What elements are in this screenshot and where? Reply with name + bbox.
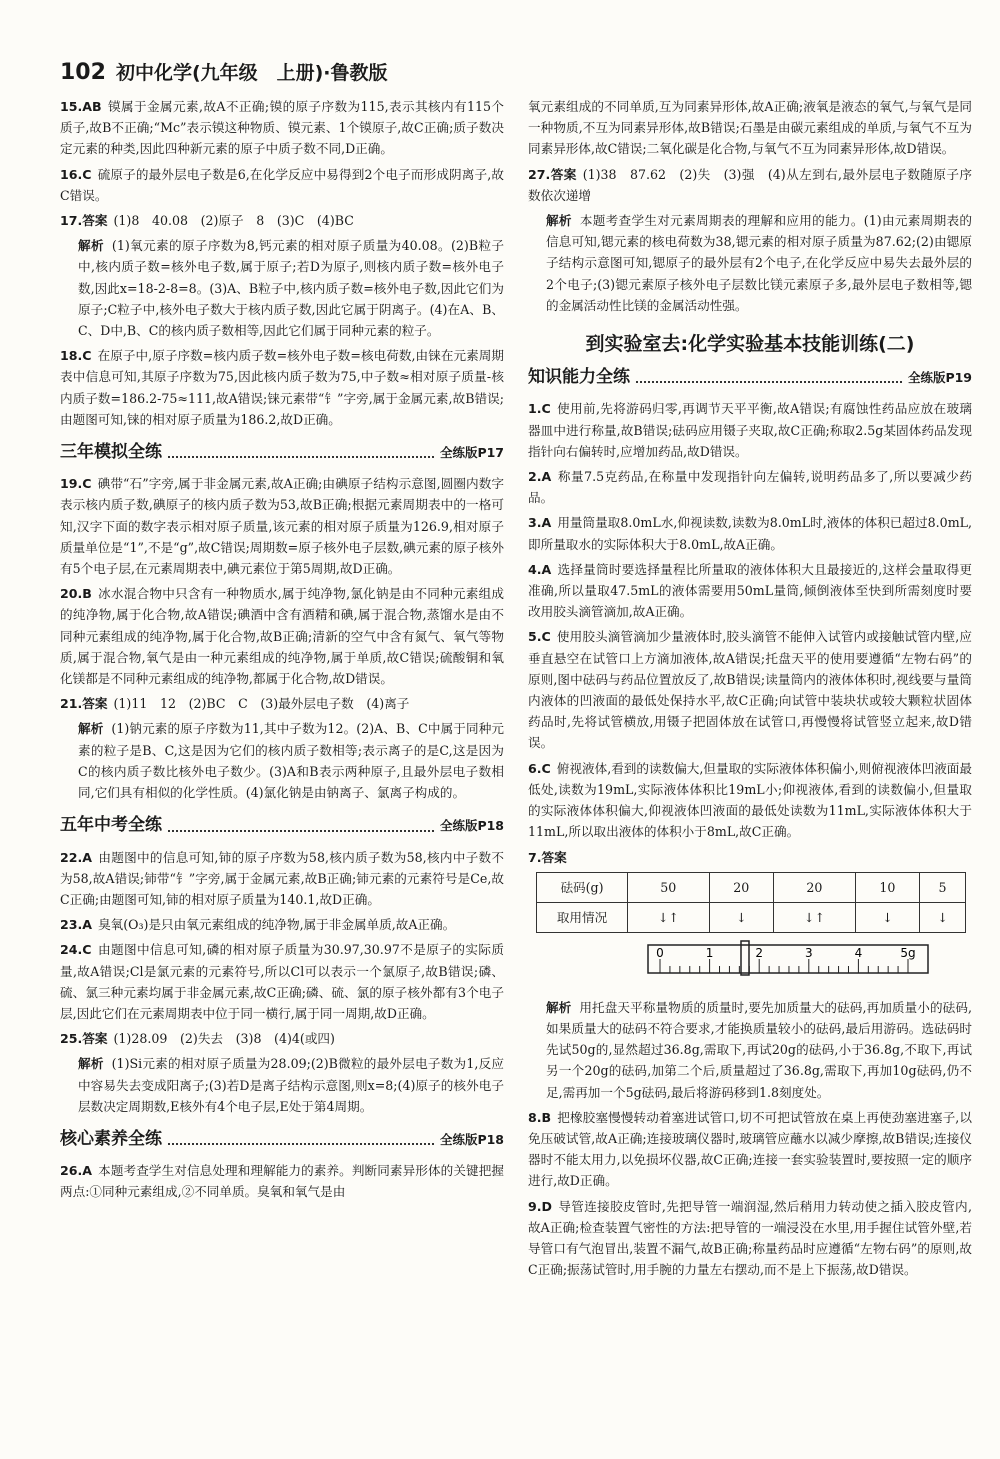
answer-text: (1)28.09 (2)失去 (3)8 (4)4(或四) bbox=[113, 1031, 335, 1047]
answer-text: 使用前,先将游码归零,再调节天平平衡,故A错误;有腐蚀性药品应放在玻璃器皿中进行称量,故B错误;砝码应用镊子夹取,故C正确;称取2.5g某固体药品发现指针向右偏转时,应增加药品,故D错误。 bbox=[528, 401, 972, 459]
section-ref: 全练版P19 bbox=[907, 370, 972, 386]
dotted-leader bbox=[168, 456, 434, 458]
usage-cell: ↓↑ bbox=[628, 902, 710, 932]
question-number: 25.答案 bbox=[60, 1031, 108, 1047]
answer-item bbox=[528, 559, 972, 623]
analysis-label: 解析 bbox=[78, 238, 104, 254]
answer-item bbox=[60, 693, 504, 714]
answer-item bbox=[528, 847, 972, 868]
analysis-block bbox=[60, 235, 504, 341]
analysis-label: 解析 bbox=[546, 999, 572, 1015]
weights-row bbox=[537, 872, 966, 902]
ruler-label: 0 bbox=[656, 945, 664, 960]
question-number: 15.AB bbox=[60, 99, 102, 114]
analysis-label: 解析 bbox=[78, 1056, 104, 1072]
answer-text: 用量筒量取8.0mL水,仰视读数,读数为8.0mL时,液体的体积已超过8.0mL,即所量取水的实际体积大于8.0mL,故A正确。 bbox=[528, 515, 972, 552]
usage-row bbox=[537, 902, 966, 932]
rider-marker bbox=[741, 941, 749, 975]
answer-text: (1)38 87.62 (2)失 (3)强 (4)从左到右,最外层电子数随原子序数依次递增 bbox=[528, 166, 972, 203]
answer-item bbox=[60, 939, 504, 1024]
answer-item bbox=[60, 583, 504, 689]
answer-item bbox=[528, 758, 972, 843]
weight-cell: 10 bbox=[855, 872, 919, 902]
question-number: 18.C bbox=[60, 348, 92, 364]
page-number: 102 bbox=[60, 60, 106, 85]
lab-section-title: 到实验室去:化学实验基本技能训练(二) bbox=[585, 333, 915, 356]
answer-item bbox=[528, 398, 972, 462]
question-number: 4.A bbox=[528, 561, 552, 577]
answer-text: 在原子中,原子序数=核内质子数=核外电子数=核电荷数,由铼在元素周期表中信息可知,其原子序数为75,因此核内质子数为75,中子数≈相对原子质量-核内质子数=186.2-75≈111,故A错误;铼元素带“钅”字旁,属于金属元素,故B错误;由题图可知,铼的相对原子质量为186.2,故D正确。 bbox=[60, 348, 504, 427]
answer-text: 用托盘天平称量物质的质量时,要先加质量大的砝码,再加质量小的砝码,如果质量大的砝码不符合要求,才能换质量较小的砝码,最后用游码。选砝码时先试50g的,显然超过36.8g,需取下,再试20g的砝码,小于36.8g,不取下,再试另一个20g的砝码,加第二个后,质量超过了36.8g,需取下,再加10g砝码,仍不足,需再加一个5g砝码,最后将游码移到1.8刻度处。 bbox=[546, 999, 973, 1100]
answer-text: 把橡胶塞慢慢转动着塞进试管口,切不可把试管放在桌上再使劲塞进塞子,以免压破试管,故A正确;连接玻璃仪器时,玻璃管应蘸水以减少摩擦,故B错误;连接仪器时不能太用力,以免损坏仪器,故C正确;连接一套实验装置时,要按照一定的顺序进行,故D正确。 bbox=[528, 1109, 972, 1189]
section-header-core-literacy bbox=[60, 1129, 504, 1150]
ruler-label: 2 bbox=[755, 945, 764, 960]
usage-cell: ↓↑ bbox=[774, 902, 856, 932]
usage-cell: ↓ bbox=[855, 902, 919, 932]
dotted-leader bbox=[636, 381, 902, 383]
answer-text: 碘带“石”字旁,属于非金属元素,故A正确;由碘原子结构示意图,圆圈内数字表示核内质子数,碘原子的核内质子数为53,故B正确;根据元素周期表中的一格可知,汉字下面的数字表示相对原子质量,该元素的相对原子质量为126.9,相对原子质量单位是“1”,不是“g”,故C错误;周期数=原子核外电子层数,碘元素的原子核外有5个电子层,在元素周期表中,碘元素位于第5周期,故D正确。 bbox=[60, 476, 504, 577]
question-number: 22.A bbox=[60, 849, 93, 865]
question-number: 17.答案 bbox=[60, 213, 108, 229]
weight-cell: 20 bbox=[709, 872, 773, 902]
weight-cell: 5 bbox=[920, 872, 966, 902]
answer-text: (1)11 12 (2)BC C (3)最外层电子数 (4)离子 bbox=[113, 696, 410, 712]
answer-item bbox=[528, 512, 972, 554]
ruler-ticks bbox=[656, 946, 915, 973]
answer-text: (1)8 40.08 (2)原子 8 (3)C (4)BC bbox=[113, 213, 354, 229]
question-number: 2.A bbox=[528, 469, 552, 485]
answer-text: 硫原子的最外层电子数是6,在化学反应中易得到2个电子而形成阴离子,故C错误。 bbox=[60, 166, 504, 203]
answer-item bbox=[528, 96, 972, 160]
section-title: 五年中考全练 bbox=[60, 815, 162, 836]
question-number: 26.A bbox=[60, 1163, 93, 1179]
weight-cell: 20 bbox=[774, 872, 856, 902]
ruler-label: 5g bbox=[900, 945, 916, 960]
question-number: 6.C bbox=[528, 760, 551, 776]
page-header bbox=[60, 58, 388, 90]
question-number: 23.A bbox=[60, 917, 93, 933]
balance-ruler bbox=[638, 937, 938, 987]
ruler-label: 1 bbox=[705, 945, 714, 960]
question-number: 3.A bbox=[528, 515, 552, 531]
analysis-block bbox=[60, 718, 504, 803]
section-title: 核心素养全练 bbox=[60, 1128, 162, 1149]
answer-item bbox=[60, 164, 504, 206]
answer-text: (1)钠元素的原子序数为11,其中子数为12。(2)A、B、C中属于同种元素的粒子是B、C,这是因为它们的核内质子数相等;表示离子的是C,这是因为C的核内质子数比核外电子数少。(3)A和B表示两种原子,且最外层电子数相同,它们具有相似的化学性质。(4)氯化钠是由钠离子、氯离子构成的。 bbox=[78, 721, 505, 801]
answer-text: 本题考查学生对元素周期表的理解和应用的能力。(1)由元素周期表的信息可知,锶元素的核电荷数为38,锶元素的相对原子质量为87.62;(2)由锶原子结构示意图可知,锶原子的最外层有2个电子,在化学反应中易失去最外层的2个电子;(3)锶元素原子核外电子层数比镁元素原子多,最外层电子数相等,锶的金属活动性比镁的金属活动性强。 bbox=[546, 213, 973, 313]
section-title: 知识能力全练 bbox=[528, 367, 630, 388]
answer-text: 冰水混合物中只含有一种物质水,属于纯净物,氯化钠是由不同种元素组成的纯净物,属于化合物,故A错误;碘酒中含有酒精和碘,属于混合物,蒸馏水是由不同种元素组成的纯净物,属于化合物,故B正确;清新的空气中含有氮气、氧气等物质,属于混合物,氧气是由一种元素组成的纯净物,属于单质,故C错误;硫酸铜和氧化镁都是不同种元素组成的纯净物,都属于化合物,故D错误。 bbox=[60, 586, 504, 687]
section-ref: 全练版P18 bbox=[439, 1131, 504, 1147]
weights-row-header: 砝码(g) bbox=[537, 872, 628, 902]
answer-item bbox=[528, 466, 972, 508]
answer-item bbox=[60, 210, 504, 231]
question-number: 8.B bbox=[528, 1109, 552, 1125]
answer-item bbox=[60, 847, 504, 911]
answer-text: 镆属于金属元素,故A不正确;镆的原子序数为115,表示其核内有115个质子,故B不正确;“Mc”表示镆这种物质、镆元素、1个镆原子,故C正确;质子数决定元素的种类,因此四种新元素的原子中质子数不同,D正确。 bbox=[60, 99, 504, 157]
answer-item bbox=[528, 1107, 972, 1192]
weight-cell: 50 bbox=[628, 872, 710, 902]
usage-cell: ↓ bbox=[709, 902, 773, 932]
analysis-block bbox=[60, 1053, 504, 1117]
section-ref: 全练版P17 bbox=[439, 445, 504, 461]
answer-text: 选择量筒时要选择量程比所量取的液体体积大且最接近的,这样会量取得更准确,所以量取47.5mL的液体需要用50mL量筒,倾倒液体至快到所需刻度时要改用胶头滴管滴加,故A正确。 bbox=[528, 561, 972, 620]
section-ref: 全练版P18 bbox=[439, 818, 504, 834]
ruler-label: 4 bbox=[854, 945, 863, 960]
question-number: 9.D bbox=[528, 1198, 553, 1214]
dotted-leader bbox=[168, 1143, 434, 1145]
answer-item bbox=[60, 345, 504, 430]
book-title: 初中化学(九年级 上册)·鲁教版 bbox=[115, 62, 388, 84]
usage-row-header: 取用情况 bbox=[537, 902, 628, 932]
answer-item bbox=[60, 473, 504, 579]
right-column bbox=[528, 96, 972, 1284]
answer-item bbox=[528, 626, 972, 753]
answer-text: 使用胶头滴管滴加少量液体时,胶头滴管不能伸入试管内或接触试管内壁,应垂直悬空在试管口上方滴加液体,故A错误;托盘天平的使用要遵循“左物右码”的原则,图中砝码与药品位置放反了,故B错误;读量筒内的液体体积时,视线要与量筒内液体的凹液面的最低处保持水平,故C正确;向试管中装块状或较大颗粒状固体药品时,先将试管横放,用镊子把固体放在试管口,再慢慢将试管竖立起来,故D错误。 bbox=[528, 629, 972, 751]
section-header-five-year bbox=[60, 815, 504, 836]
question-number: 21.答案 bbox=[60, 696, 108, 712]
answer-text: (1)氧元素的原子序数为8,钙元素的相对原子质量为40.08。(2)B粒子中,核内质子数=核外电子数,属于原子;若D为原子,则核内质子数=核外电子数,因此x=18-2-8=8。(3)A、B粒子中,核内质子数=核外电子数,因此它们为原子;C粒子中,核外电子数大于核内质子数,因此它属于阴离子。(4)在A、B、C、D中,B、C的核内质子数相等,因此它们属于同种元素的粒子。 bbox=[78, 238, 504, 339]
question-number: 19.C bbox=[60, 476, 92, 492]
answer-item bbox=[60, 1160, 504, 1202]
question-number: 27.答案 bbox=[528, 166, 577, 182]
question-number: 24.C bbox=[60, 942, 92, 958]
answer-text: 称量7.5克药品,在称量中发现指针向左偏转,说明药品多了,所以要减少药品。 bbox=[528, 469, 972, 506]
analysis-block bbox=[528, 997, 972, 1103]
answer-item bbox=[528, 1196, 972, 1281]
question-number: 20.B bbox=[60, 586, 92, 602]
usage-cell: ↓ bbox=[920, 902, 966, 932]
answer-text: 导管连接胶皮管时,先把导管一端润湿,然后稍用力转动使之插入胶皮管内,故A正确;检查装置气密性的方法:把导管的一端浸没在水里,用手握住试管外壁,若导管口有气泡冒出,装置不漏气,故B正确;称量药品时应遵循“左物右码”的原则,故C正确;振荡试管时,用手腕的力量左右摆动,而不是上下振荡,故D错误。 bbox=[528, 1198, 972, 1278]
analysis-block bbox=[528, 210, 972, 316]
section-header-knowledge bbox=[528, 367, 972, 388]
left-column bbox=[60, 96, 504, 1207]
answer-text: 由题图中信息可知,磷的相对原子质量为30.97,30.97不是原子的实际质量,故A错误;Cl是氯元素的元素符号,所以Cl可以表示一个氯原子,故B错误;磷、硫、氯三种元素均属于非金属元素,故C正确;磷、硫、氯的原子核外都有3个电子层,因此它们在元素周期表中位于同一横行,属于同一周期,故D正确。 bbox=[60, 942, 504, 1021]
question-number: 5.C bbox=[528, 629, 551, 645]
answer-text: (1)Si元素的相对原子质量为28.09;(2)B微粒的最外层电子数为1,反应中容易失去变成阳离子;(3)若D是离子结构示意图,则x=8;(4)原子的核外电子层数决定周期数,E核外有4个电子层,E处于第4周期。 bbox=[78, 1056, 504, 1114]
answer-item bbox=[60, 96, 504, 160]
answer-text: 由题图中的信息可知,铈的原子序数为58,核内质子数为58,核内中子数不为58,故A错误;铈带“钅”字旁,属于金属元素,故B正确;铈元素的元素符号是Ce,故C正确;由题图可知,铈的相对原子质量为140.1,故D正确。 bbox=[60, 849, 504, 907]
answer-item bbox=[528, 164, 972, 206]
answer-text: 俯视液体,看到的读数偏大,但量取的实际液体体积偏小,则俯视液体凹液面最低处,读数为19mL,实际液体体积比19mL小;仰视液体,看到的读数偏小,但量取的实际液体体积偏大,仰视液体凹液面的最低处读数为11mL,实际液体体积大于11mL,所以取出液体的体积小于8mL,故C正确。 bbox=[528, 760, 972, 840]
answer-text: 氧元素组成的不同单质,互为同素异形体,故A正确;液氧是液态的氧气,与氧气是同一种物质,不互为同素异形体,故B错误;石墨是由碳元素组成的单质,与氧气不互为同素异形体,故C错误;二氧化碳是化合物,与氧气不互为同素异形体,故D错误。 bbox=[528, 99, 972, 157]
dotted-leader bbox=[168, 830, 434, 832]
question-number: 7.答案 bbox=[528, 849, 567, 865]
question-number: 1.C bbox=[528, 401, 551, 417]
answer-item bbox=[60, 914, 504, 935]
answer-text: 臭氧(O₃)是只由氧元素组成的纯净物,属于非金属单质,故A正确。 bbox=[98, 917, 456, 933]
question-number: 16.C bbox=[60, 166, 92, 182]
answer-item bbox=[60, 1028, 504, 1049]
analysis-label: 解析 bbox=[546, 213, 572, 229]
section-header-three-year bbox=[60, 442, 504, 463]
answer-text: 本题考查学生对信息处理和理解能力的素养。判断同素异形体的关键把握两点:①同种元素组成,②不同单质。臭氧和氧气是由 bbox=[60, 1163, 504, 1200]
weights-table bbox=[536, 872, 966, 933]
section-title: 三年模拟全练 bbox=[60, 442, 162, 463]
analysis-label: 解析 bbox=[78, 721, 104, 737]
ruler-label: 3 bbox=[804, 945, 813, 960]
